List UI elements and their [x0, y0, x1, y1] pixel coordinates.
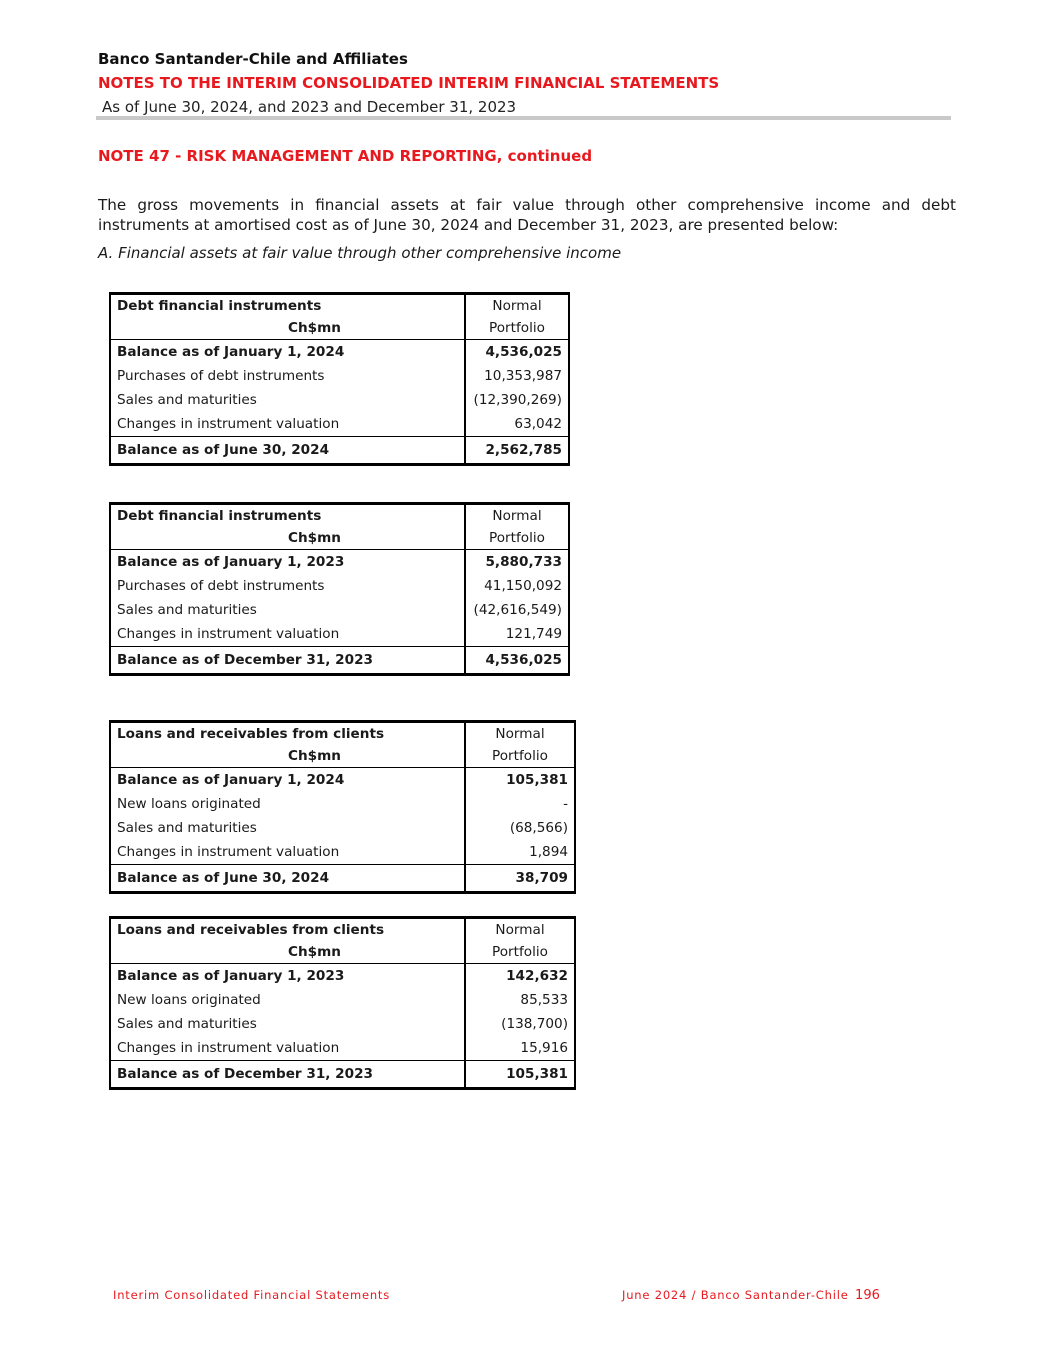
- row-label: Changes in instrument valuation: [110, 622, 465, 647]
- debt-instruments-table-2023: [109, 502, 570, 676]
- row-label: Balance as of December 31, 2023: [110, 647, 465, 675]
- row-label: Sales and maturities: [110, 598, 465, 622]
- column-header-bottom: Portfolio: [465, 527, 569, 550]
- row-label: Sales and maturities: [110, 388, 465, 412]
- column-header-top: Normal: [465, 722, 575, 746]
- table-row: [110, 598, 569, 622]
- table-total-row: [110, 865, 575, 893]
- table-row: [110, 988, 575, 1012]
- table-unit: Ch$mn: [110, 317, 465, 340]
- table-title: Loans and receivables from clients: [110, 722, 465, 746]
- row-label: New loans originated: [110, 792, 465, 816]
- row-value: 5,880,733: [485, 554, 562, 570]
- row-label: Balance as of January 1, 2023: [110, 964, 465, 989]
- row-label: Balance as of June 30, 2024: [110, 437, 465, 465]
- row-label: Sales and maturities: [110, 816, 465, 840]
- row-label: Balance as of January 1, 2024: [110, 340, 465, 365]
- row-label: Purchases of debt instruments: [110, 364, 465, 388]
- debt-instruments-table-2024: [109, 292, 570, 466]
- table-row: [110, 768, 575, 793]
- row-value: 142,632: [506, 968, 568, 984]
- row-label: Balance as of January 1, 2024: [110, 768, 465, 793]
- table-header-row: [110, 504, 569, 528]
- table-header-row: [110, 294, 569, 318]
- row-label: Purchases of debt instruments: [110, 574, 465, 598]
- table-row: [110, 622, 569, 647]
- row-label: Sales and maturities: [110, 1012, 465, 1036]
- loans-receivables-table-2023: [109, 916, 576, 1090]
- row-value: 41,150,092: [484, 578, 562, 594]
- company-name: Banco Santander-Chile and Affiliates: [98, 50, 408, 68]
- table-row: [110, 340, 569, 365]
- column-header-top: Normal: [465, 294, 569, 318]
- table-header-row: [110, 722, 575, 746]
- footer-right: [622, 1288, 880, 1303]
- table-row: [110, 840, 575, 865]
- row-value: 85,533: [520, 992, 568, 1008]
- row-value: 121,749: [505, 626, 562, 642]
- table-header-row: [110, 745, 575, 768]
- row-label: Balance as of January 1, 2023: [110, 550, 465, 575]
- row-value: 4,536,025: [465, 647, 569, 675]
- row-label: Changes in instrument valuation: [110, 412, 465, 437]
- table-row: [110, 364, 569, 388]
- as-of-date: As of June 30, 2024, and 2023 and December 31, 2023: [102, 98, 517, 116]
- table-row: [110, 550, 569, 575]
- row-value: 63,042: [514, 416, 562, 432]
- header-divider: [96, 116, 951, 120]
- table-total-row: [110, 647, 569, 675]
- table-row: [110, 964, 575, 989]
- row-value: (68,566): [509, 820, 568, 836]
- table-total-row: [110, 437, 569, 465]
- row-label: New loans originated: [110, 988, 465, 1012]
- table-title: Debt financial instruments: [110, 294, 465, 318]
- row-value: (138,700): [501, 1016, 568, 1032]
- table-row: [110, 388, 569, 412]
- row-value: (12,390,269): [473, 392, 562, 408]
- loans-receivables-table-2024: [109, 720, 576, 894]
- row-value: 105,381: [465, 1061, 575, 1089]
- row-value: 15,916: [520, 1040, 568, 1056]
- row-value: (42,616,549): [473, 602, 562, 618]
- row-value: 10,353,987: [484, 368, 562, 384]
- table-row: [110, 816, 575, 840]
- note-title: NOTE 47 - RISK MANAGEMENT AND REPORTING, continued: [98, 147, 593, 165]
- row-value: 38,709: [465, 865, 575, 893]
- table-unit: Ch$mn: [110, 527, 465, 550]
- intro-paragraph: The gross movements in financial assets at fair value through other comprehensive income and debt instruments at amortised cost as of June 30, 2024 and December 31, 2023, are presented below:: [98, 196, 956, 234]
- table-header-row: [110, 317, 569, 340]
- table-row: [110, 1036, 575, 1061]
- table-unit: Ch$mn: [110, 941, 465, 964]
- table-header-row: [110, 918, 575, 942]
- row-label: Balance as of December 31, 2023: [110, 1061, 465, 1089]
- table-row: [110, 792, 575, 816]
- row-value: 1,894: [529, 844, 568, 860]
- footer-left-text: Interim Consolidated Financial Statements: [113, 1288, 391, 1302]
- row-label: Balance as of June 30, 2024: [110, 865, 465, 893]
- table-header-row: [110, 941, 575, 964]
- table-header-row: [110, 527, 569, 550]
- column-header-bottom: Portfolio: [465, 745, 575, 768]
- table-total-row: [110, 1061, 575, 1089]
- column-header-top: Normal: [465, 918, 575, 942]
- row-label: Changes in instrument valuation: [110, 1036, 465, 1061]
- column-header-bottom: Portfolio: [465, 317, 569, 340]
- table-row: [110, 1012, 575, 1036]
- row-label: Changes in instrument valuation: [110, 840, 465, 865]
- table-title: Loans and receivables from clients: [110, 918, 465, 942]
- row-value: 105,381: [506, 772, 568, 788]
- section-heading: A. Financial assets at fair value through other comprehensive income: [98, 244, 622, 262]
- footer-right-text: June 2024 / Banco Santander-Chile: [622, 1288, 849, 1302]
- page-number: 196: [855, 1288, 880, 1303]
- notes-title: NOTES TO THE INTERIM CONSOLIDATED INTERIM FINANCIAL STATEMENTS: [98, 74, 720, 92]
- column-header-top: Normal: [465, 504, 569, 528]
- table-row: [110, 574, 569, 598]
- row-value: 4,536,025: [485, 344, 562, 360]
- column-header-bottom: Portfolio: [465, 941, 575, 964]
- table-row: [110, 412, 569, 437]
- table-unit: Ch$mn: [110, 745, 465, 768]
- row-value: 2,562,785: [465, 437, 569, 465]
- table-title: Debt financial instruments: [110, 504, 465, 528]
- row-value: -: [563, 796, 568, 812]
